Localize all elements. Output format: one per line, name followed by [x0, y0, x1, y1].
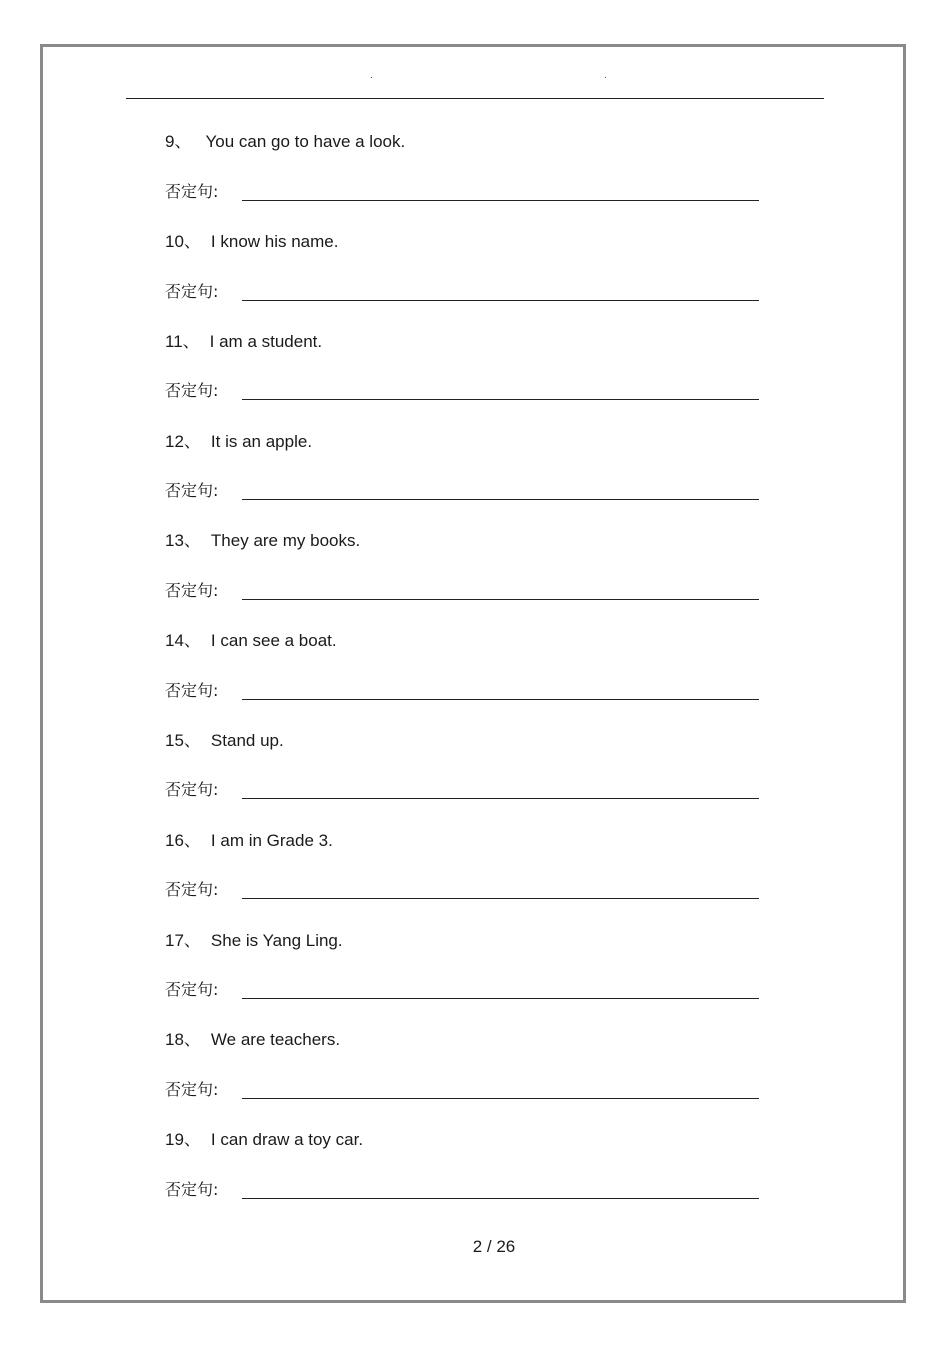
header-dot-right: . [604, 70, 607, 81]
question-number: 15、 [165, 731, 201, 750]
question-15 [165, 731, 284, 751]
question-sentence: We are teachers. [210, 1030, 341, 1049]
question-sentence: I am a student. [209, 332, 323, 351]
answer-label: 否定句: [165, 1180, 219, 1199]
answer-blank-line[interactable] [242, 1198, 759, 1199]
question-sentence: You can go to have a look. [205, 132, 406, 151]
answer-label: 否定句: [165, 780, 219, 799]
answer-label: 否定句: [165, 581, 219, 600]
answer-label: 否定句: [165, 1080, 219, 1099]
answer-blank-line[interactable] [242, 499, 759, 500]
answer-row-14 [165, 680, 765, 702]
question-sentence: They are my books. [210, 531, 361, 550]
question-number: 13、 [165, 531, 201, 550]
answer-blank-line[interactable] [242, 998, 759, 999]
question-sentence: I am in Grade 3. [210, 831, 333, 850]
question-13 [165, 531, 360, 551]
question-18 [165, 1030, 340, 1050]
answer-label: 否定句: [165, 182, 219, 201]
question-number: 12、 [165, 432, 201, 451]
answer-blank-line[interactable] [242, 599, 759, 600]
answer-label: 否定句: [165, 381, 219, 400]
answer-blank-line[interactable] [242, 399, 759, 400]
question-16 [165, 831, 333, 851]
question-17 [165, 931, 343, 951]
question-sentence: Stand up. [210, 731, 284, 750]
answer-blank-line[interactable] [242, 300, 759, 301]
answer-row-16 [165, 879, 765, 901]
question-number: 16、 [165, 831, 201, 850]
answer-row-19 [165, 1179, 765, 1201]
answer-blank-line[interactable] [242, 1098, 759, 1099]
question-10 [165, 232, 338, 252]
page-number: 2 / 26 [472, 1237, 516, 1256]
question-number: 18、 [165, 1030, 201, 1049]
answer-row-10 [165, 281, 765, 303]
question-sentence: I know his name. [210, 232, 339, 251]
header-rule [126, 98, 824, 99]
answer-row-9 [165, 181, 765, 203]
header-dot-left: . [370, 70, 373, 81]
answer-row-11 [165, 380, 765, 402]
question-number: 19、 [165, 1130, 201, 1149]
question-11 [165, 332, 322, 352]
answer-label: 否定句: [165, 880, 219, 899]
answer-row-17 [165, 979, 765, 1001]
answer-label: 否定句: [165, 980, 219, 999]
answer-blank-line[interactable] [242, 200, 759, 201]
answer-label: 否定句: [165, 481, 219, 500]
answer-row-15 [165, 779, 765, 801]
question-sentence: I can draw a toy car. [210, 1130, 364, 1149]
answer-blank-line[interactable] [242, 798, 759, 799]
answer-row-18 [165, 1079, 765, 1101]
answer-row-12 [165, 480, 765, 502]
answer-blank-line[interactable] [242, 898, 759, 899]
question-12 [165, 432, 312, 452]
answer-row-13 [165, 580, 765, 602]
question-number: 17、 [165, 931, 201, 950]
answer-blank-line[interactable] [242, 699, 759, 700]
answer-label: 否定句: [165, 681, 219, 700]
question-sentence: It is an apple. [210, 432, 313, 451]
question-number: 9、 [165, 132, 192, 151]
question-9 [165, 132, 405, 152]
question-number: 14、 [165, 631, 201, 650]
question-14 [165, 631, 337, 651]
answer-label: 否定句: [165, 282, 219, 301]
question-number: 10、 [165, 232, 201, 251]
question-19 [165, 1130, 363, 1150]
question-sentence: She is Yang Ling. [210, 931, 343, 950]
question-sentence: I can see a boat. [210, 631, 337, 650]
question-number: 11、 [165, 332, 200, 351]
